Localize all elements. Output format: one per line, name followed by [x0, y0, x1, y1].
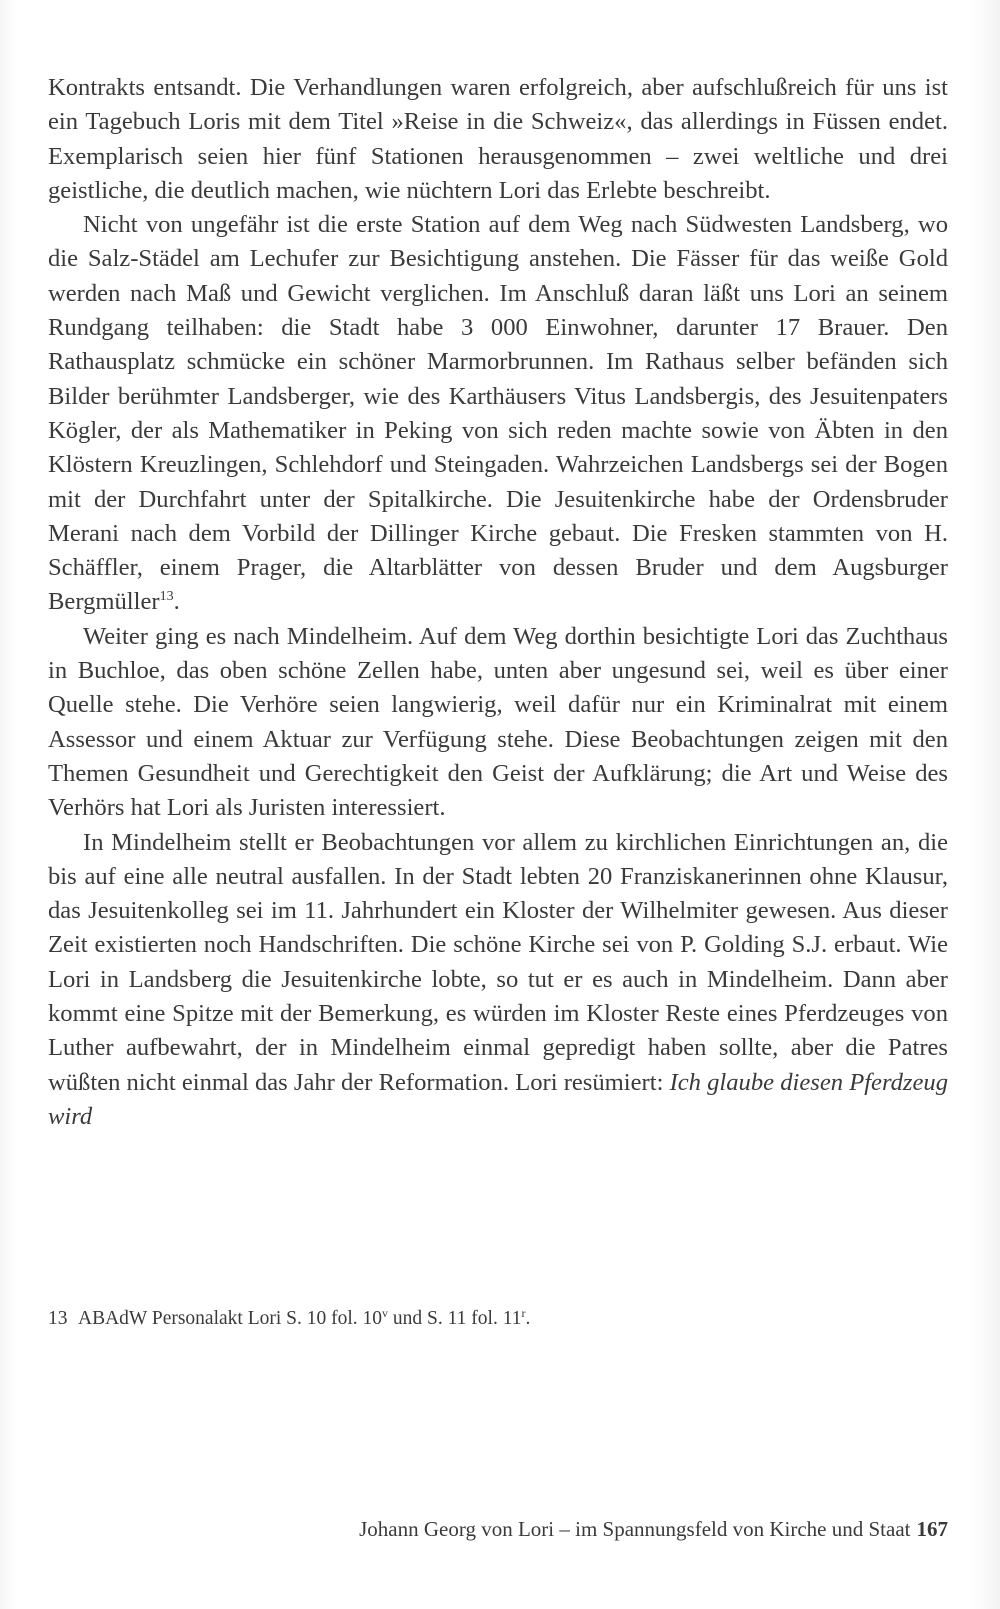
footnote-superscript-verso: v [382, 1306, 389, 1320]
paragraph-4 [48, 826, 948, 1135]
footnote [48, 1306, 948, 1332]
paragraph-1 [48, 71, 948, 208]
running-footer [48, 1514, 948, 1544]
paragraph-text: Kontrakts entsandt. Die Verhandlungen waren erfolgreich, aber aufschlußreich für uns ist ein Tagebuch Loris mit dem Titel »Reise in die Schweiz«, das allerdings in Füssen endet. Exemplarisch seien hier fünf Stationen herausgenommen – zwei weltliche und drei geistliche, die deutlich machen, wie nüchtern Lori das Erlebte beschreibt. [48, 74, 948, 204]
paragraph-text: In Mindelheim stellt er Beobachtungen vor allem zu kirchlichen Einrichtungen an, die bis auf eine alle neutral ausfallen. In der Stadt lebten 20 Franziskanerinnen ohne Klausur, das Jesuitenkolleg sei im 11. Jahrhundert ein Kloster der Wilhelmiter gewesen. Aus dieser Zeit existierten noch Handschriften. Die schöne Kirche sei von P. Golding S.J. erbaut. Wie Lori in Landsberg die Jesuitenkirche lobte, so tut er es auch in Mindelheim. Dann aber kommt eine Spitze mit der Bemerkung, es würden im Kloster Reste eines Pferdzeuges von Luther aufbewahrt, der in Mindelheim einmal gepredigt haben sollte, aber die Patres wüßten nicht einmal das Jahr der Reformation. Lori resümiert: [48, 828, 948, 1096]
footnote-text: ABAdW Personalakt Lori S. 10 fol. 10 [78, 1308, 383, 1329]
italic-quotation: Ich glaube diesen Pferdzeug wird [48, 1068, 949, 1130]
main-text-block [48, 71, 948, 1134]
paragraph-3 [48, 620, 948, 826]
paragraph-text: Weiter ging es nach Mindelheim. Auf dem Weg dorthin besichtigte Lori das Zuchthaus in Buchloe, das oben schöne Zellen habe, unten aber ungesund sei, weil es über einer Quelle stehe. Die Verhöre seien langwierig, weil dafür nur ein Kriminalrat mit einem Assessor und einem Aktuar zur Verfügung stehe. Diese Beobachtungen zeigen mit den Themen Gesundheit und Gerechtigkeit den Geist der Aufklärung; die Art und Weise des Verhörs hat Lori als Juristen interessiert. [48, 622, 948, 822]
paragraph-text-end: . [173, 588, 180, 616]
footnote-number: 13 [48, 1308, 68, 1329]
footnote-text-end: . [525, 1308, 531, 1329]
footnote-text-middle: und S. 11 fol. 11 [388, 1308, 522, 1329]
paragraph-text: Nicht von ungefähr ist die erste Station auf dem Weg nach Südwesten Landsberg, wo die Salz-Städel am Lechufer zur Besichtigung anstehen. Die Fässer für das weiße Gold werden nach Maß und Gewicht verglichen. Im Anschluß daran läßt uns Lori an seinem Rundgang teilhaben: die Stadt habe 3 000 Einwohner, darunter 17 Brauer. Den Rathausplatz schmücke ein schöner Marmorbrunnen. Im Rathaus selber befänden sich Bilder berühmter Landsberger, wie des Karthäusers Vitus Landsbergis, des Jesuitenpaters Kögler, der als Mathematiker in Peking von sich reden machte sowie von Äbten in den Klöstern Kreuzlingen, Schlehdorf und Steingaden. Wahrzeichen Landsbergs sei der Bogen mit der Durchfahrt unter der Spitalkirche. Die Jesuitenkirche habe der Ordensbruder Merani nach dem Vorbild der Dillinger Kirche gebaut. Die Fresken stammten von H. Schäffler, einem Prager, die Altarblätter von dessen Bruder und dem Augsburger Bergmüller [48, 211, 948, 616]
page-number: 167 [916, 1517, 948, 1541]
running-title: Johann Georg von Lori – im Spannungsfeld von Kirche und Staat [359, 1517, 911, 1541]
footnote-superscript-recto: r [521, 1306, 526, 1320]
footnote-reference[interactable]: 13 [159, 589, 174, 605]
paragraph-2 [48, 208, 948, 620]
